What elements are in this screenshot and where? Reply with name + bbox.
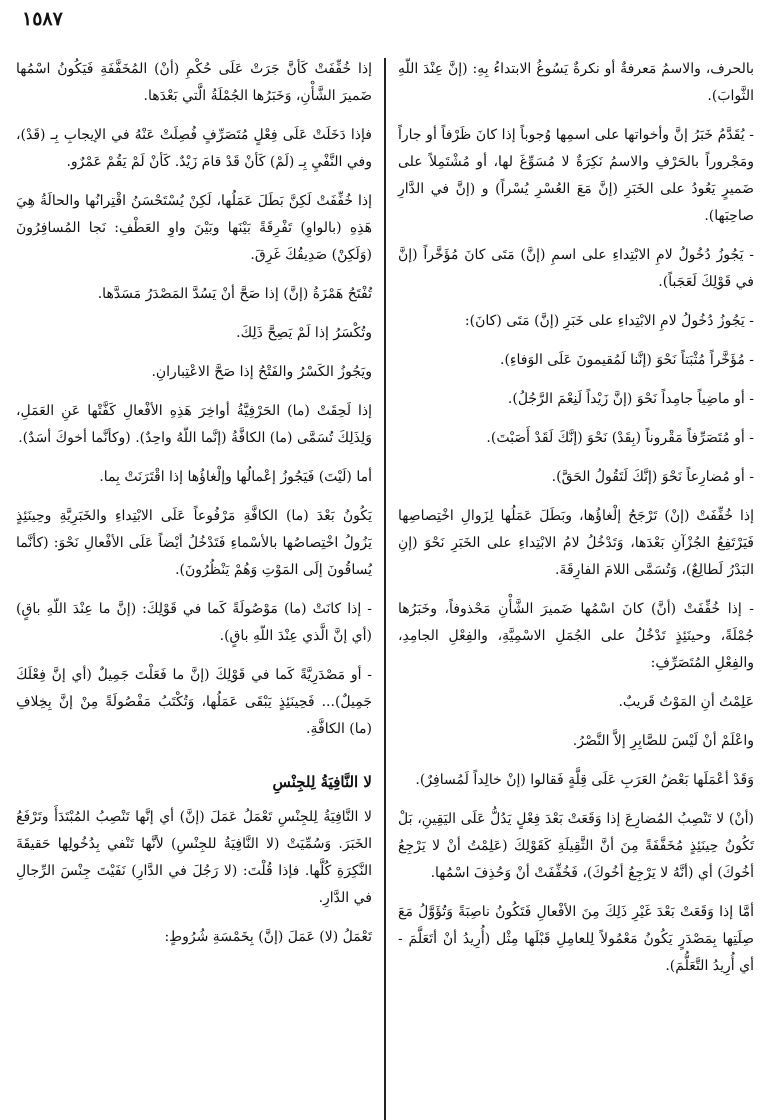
paragraph: - يَجُوزُ دُخُولُ لامِ الابْتِداءِ على خَبَرِ (إنَّ) مَتَى (كانَ): xyxy=(464,313,754,329)
paragraph: وَقَدْ أعْمَلَها بَعْضُ العَرَبِ عَلَى قِلَّةٍ فَقالوا (إنْ خالِداً لَمُسافِرٌ). xyxy=(415,772,754,788)
paragraph: إذا خُفِّفَتْ كَأنَّ جَرَتْ عَلَى حُكْمِ (أنْ) المُخَفَّفَةِ فَيَكُونُ اسْمُها ضَميرَ الشَّأْنِ، وَخَبَرُها الجُمْلَةُ الَّتي بَعْدَها. xyxy=(16,61,372,104)
paragraph: - أو ماضِياً جامِداً نَحْوَ (إنَّ زَيْداً لَنِعْمَ الرَّجُلُ). xyxy=(507,391,754,407)
paragraph: - أو مُتَصَرِّفاً مَقْروناً (بِقَدْ) نَحْوَ (إنَّكَ لَقَدْ أَصَبْتَ). xyxy=(486,430,754,446)
paragraph: لا النَّافِيَةُ لِلجِنْسِ تَعْمَلُ عَمَلَ (إنَّ) أي إنَّها تَنْصِبُ المُبْتَدَأَ وتَرْفَعُ الخَبَرَ. وَسُمِّيَتْ (لا النَّافِيَةُ للجِنْسِ) لأنَّها تَنْفي بِدُخُولِها حَقيقَةَ النَّكِرَةِ كُلَّها. فإذا قُلْتَ: (لا رَجُلَ في الدَّارِ) نَفَيْتَ جِنْسَ الرِّجالِ في الدَّارِ. xyxy=(16,809,372,906)
page-number: ١٥٨٧ xyxy=(22,8,63,30)
paragraph: - يُقَدَّمُ خَبَرُ إنَّ وأخواتها على اسمِها وُجوباً إذا كانَ ظَرْفاً أو جاراً ومَجْروراً بالحَرْفِ والاسمُ نَكِرَةٌ لا مُسَوِّغَ لها، أو مُشْتَمِلاً على ضَميرٍ يَعُودُ على الخَبَرِ (إنَّ مَعَ العُسْرِ يُسْراً) و (إنَّ في الدَّارِ صاحِبَها). xyxy=(398,127,754,224)
paragraph: أمَّا إذا وَقَعَتْ بَعْدَ غَيْرِ ذَلِكَ مِنَ الأفْعالِ فَتَكُونُ ناصِبَةً وَتُؤَوَّلُ مَعَ صِلَتِها بِمَصْدَرٍ يَكُونُ مَعْمُولاً لِلعامِلِ قَبْلَها مِثْل (أُرِيدُ أنْ أتَعَلَّمَ - أي أُرِيدُ التَّعَلُّمَ). xyxy=(398,904,754,974)
right-column xyxy=(398,56,754,992)
column-divider xyxy=(384,58,386,1120)
paragraph: إذا خُفِّفَتْ (إنْ) تَرْجَحُ إلْغاؤُها، وبَطَلَ عَمَلُها لِزَوالِ اخْتِصاصِها فَيَرْتَفِعُ الجُزْآنِ بَعْدَها، وَتَدْخُلُ لامُ الابْتِداءِ على الخَبَرِ نَحْوَ (إنِ البَدْرُ لَطالِعٌ)، وَتُسَمَّى اللامَ الفارِقَةَ. xyxy=(398,508,754,578)
paragraph: وتُكْسَرُ إذا لَمْ يَصِحَّ ذَلِكَ. xyxy=(236,325,372,341)
paragraph: أما (لَيْتَ) فَيَجُوزُ إعْمالُها وإلْغاؤُها إذا اقْتَرَنَتْ بِما. xyxy=(99,469,372,485)
section-heading: لا النَّافِيَةُ لِلجِنْسِ xyxy=(272,773,372,791)
paragraph: - أو مَصْدَرِيَّةً كَما في قَوْلِكَ (إنَّ ما فَعَلْتَ جَمِيلٌ (أي إنَّ فِعْلَكَ جَمِيلٌ)... فَحِينَئِذٍ يَبْقَى عَمَلُها، وَتُكْتَبُ مَفْصُولَةً مِنْ إنَّ بِخِلافِ (ما) الكافَّةِ. xyxy=(16,667,372,737)
paragraph: ويَجُوزُ الكَسْرُ والفَتْحُ إذا صَحَّ الاعْتِبارانِ. xyxy=(151,364,372,380)
paragraph: - يَجُوزُ دُخُولُ لامِ الابْتِداءِ على اسمِ (إنَّ) مَتَى كانَ مُؤَخَّراً (إنَّ في قَوْلِكَ لَعَجَباً). xyxy=(398,247,754,290)
paragraph: - مُؤَخَّراً مُثْبَتاً نَحْوَ (إنَّنا لَمُقيمونَ عَلَى الوَفاءِ). xyxy=(500,352,754,368)
left-column xyxy=(16,56,372,963)
paragraph: تَعْمَلُ (لا) عَمَلَ (إنَّ) بِخَمْسَةِ شُرُوطٍ: xyxy=(164,929,372,945)
paragraph: إذا خُفِّفَتْ لَكِنَّ بَطَلَ عَمَلُها، لَكِنْ يُسْتَحْسَنُ اقْتِرانُها والحالَةُ هِيَ هَذِهِ (بالواوِ) تَفْرِقَةً بَيْنَها وبَيْنَ واوِ العَطْفِ: نَجا المُسافِرُونَ (وَلَكِنْ) صَدِيقُكَ غَرِقَ. xyxy=(16,193,372,263)
paragraph: - أو مُضارِعاً نَحْوَ (إنَّكَ لَتَقُولُ الحَقَّ). xyxy=(551,469,754,485)
paragraph: بالحرف، والاسمُ مَعرفةٌ أو نكرةٌ يَسُوغُ الابتداءُ بِهِ: (إنَّ عِنْدَ اللّهِ الثَّوابَ). xyxy=(398,61,754,104)
paragraph: - إذا خُفِّفَتْ (أنَّ) كانَ اسْمُها ضَميرَ الشَّأْنِ مَحْذوفاً، وخَبَرُها جُمْلَةً، وحينَئِذٍ تَدْخُلُ على الجُمَلِ الاسْمِيَّةِ، والفِعْلِ الجامِدِ، والفِعْلِ المُتَصَرِّفِ: xyxy=(398,601,754,671)
paragraph: يَكُونُ بَعْدَ (ما) الكافَّةِ مَرْفُوعاً عَلَى الابْتِداءِ والخَبَرِيَّةِ وحِينَئِذٍ يَزُولُ اخْتِصاصُها بالأسْماءِ فَتَدْخُلُ أيْضاً عَلَى الأفْعالِ نَحْوَ: (كأنَّما يُساقُونَ إلَى المَوْتِ وَهُمْ يَنْظُرُونَ). xyxy=(16,508,372,578)
paragraph: (أنْ) لا تَنْصِبُ المُضارِعَ إذا وَقَعَتْ بَعْدَ فِعْلٍ يَدُلُّ عَلَى اليَقِينِ، بَلْ تَكُونُ حِينَئِذٍ مُخَفَّفَةً مِنَ أنَّ الثَّقِيلَةِ كَقَوْلِكَ (عَلِمْتُ أنْ لا يَرْجِعُ أخُوكَ) أي (أنَّهُ لا يَرْجِعُ أخُوكَ)، فَخُفِّفَتْ أنْ وَحُذِفَ اسْمُها. xyxy=(398,811,754,881)
paragraph: فإذا دَخَلَتْ عَلَى فِعْلٍ مُتَصَرِّفٍ فُصِلَتْ عَنْهُ في الإيجابِ بِـ (قَدْ)، وفي النَّفْيِ بِـ (لَمْ) كَأنْ قَدْ قامَ زَيْدٌ. كَأنْ لَمْ يَقُمْ عَمْرٌو. xyxy=(16,127,372,170)
paragraph: تُفْتَحُ هَمْزَةُ (إنَّ) إذا صَحَّ أنْ يَسُدَّ المَصْدَرُ مَسَدَّها. xyxy=(97,286,372,302)
paragraph: واعْلَمْ أنْ لَيْسَ للصَّابِرِ إلاَّ النَّصْرُ. xyxy=(572,733,754,749)
paragraph: - إذا كانَتْ (ما) مَوْصُولَةً كَما في قَوْلِكَ: (إنَّ ما عِنْدَ اللّهِ باقٍ) (أي إنَّ الَّذي عِنْدَ اللّهِ باقٍ). xyxy=(16,601,372,644)
paragraph: إذا لَحِقَتْ (ما) الحَرْفِيَّةُ أواخِرَ هَذِهِ الأفْعالِ كَفَّتْها عَنِ العَمَلِ، وَلِذَلِكَ تُسَمَّى (ما) الكافَّةُ (إنَّما اللّهُ واحِدٌ). (وكأنَّما أخوكَ أسَدٌ). xyxy=(16,403,372,446)
paragraph: عَلِمْتُ أنِ المَوْتُ قَريبٌ. xyxy=(618,694,754,710)
